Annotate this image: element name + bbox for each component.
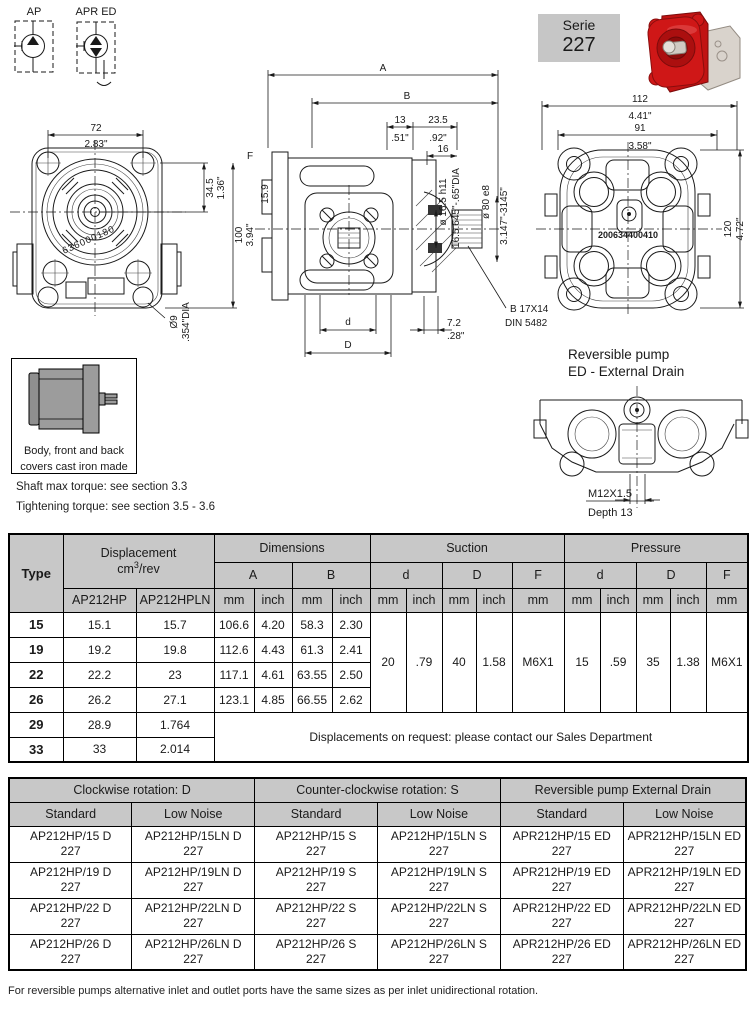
dim-15-9: 15.9: [260, 184, 271, 204]
header-unit: inch: [670, 588, 706, 612]
subheader-standard: Standard: [500, 802, 623, 826]
dim-72: 72: [90, 123, 102, 134]
specs-table: [8, 533, 749, 763]
dim-100-in: 3.94": [245, 223, 256, 247]
header-pressure-F: F: [706, 562, 748, 588]
model-cell: AP212HP/15LN D 227: [132, 826, 255, 862]
cell: 15.7: [136, 612, 214, 637]
cell-suction-F: M6X1: [512, 612, 564, 712]
dim-120-in: 4.72": [735, 217, 746, 241]
dim-91: 91: [634, 123, 646, 134]
subheader-standard: Standard: [255, 802, 378, 826]
dim-hole: Ø9: [169, 315, 180, 329]
cell-suction-D-mm: 40: [442, 612, 476, 712]
header-displacement-line1: Displacement: [100, 546, 177, 561]
dim-7-2-in: .28": [447, 331, 465, 342]
header-suction-D: D: [442, 562, 512, 588]
front-view-drawing: [5, 108, 255, 358]
dim-shaft: ø 16.5 h11: [438, 178, 449, 226]
dim-34-5-in: 1.36": [216, 176, 227, 200]
cell: 117.1: [214, 662, 254, 687]
header-A: A: [214, 562, 292, 588]
dim-91-in: 3.58": [628, 141, 652, 152]
cell: 112.6: [214, 637, 254, 662]
dim-72-in: 2.83": [84, 139, 108, 150]
model-cell: APR212HP/22 ED 227: [500, 898, 623, 934]
model-cell: AP212HP/15LN S 227: [377, 826, 500, 862]
model-cell: AP212HP/19 S 227: [255, 862, 378, 898]
cell: 66.55: [292, 687, 332, 712]
series-label: Serie: [562, 17, 596, 33]
header-dimensions: Dimensions: [214, 534, 370, 562]
model-cell: APR212HP/26LN ED 227: [623, 934, 746, 970]
reversible-title-line1: Reversible pump: [568, 347, 670, 362]
subheader-standard: Standard: [9, 802, 132, 826]
cell-type: 26: [9, 687, 63, 712]
model-cell: APR212HP/15LN ED 227: [623, 826, 746, 862]
pump-symbol-triangle: [27, 36, 39, 45]
cell: 106.6: [214, 612, 254, 637]
shaft-torque-note: Shaft max torque: see section 3.3: [16, 481, 188, 493]
dim-100: 100: [234, 226, 245, 244]
subheader-low-noise: Low Noise: [377, 802, 500, 826]
model-cell: APR212HP/22LN ED 227: [623, 898, 746, 934]
series-badge: [538, 14, 620, 62]
model-cell: AP212HP/15 D 227: [9, 826, 132, 862]
header-ap212hpln: AP212HPLN: [136, 588, 214, 612]
cell: 1.764: [136, 712, 214, 737]
model-cell: APR212HP/15 ED 227: [500, 826, 623, 862]
cell-pressure-F: M6X1: [706, 612, 748, 712]
cell: 123.1: [214, 687, 254, 712]
group-clockwise: Clockwise rotation: D: [9, 778, 255, 802]
header-suction-d: d: [370, 562, 442, 588]
drain-depth-label: Depth 13: [588, 507, 633, 519]
cell: 27.1: [136, 687, 214, 712]
drain-thread-label: M12X1.5: [588, 488, 633, 500]
header-unit: mm: [636, 588, 670, 612]
model-cell: AP212HP/22 S 227: [255, 898, 378, 934]
cell-suction-d-mm: 20: [370, 612, 406, 712]
dim-120: 120: [723, 220, 734, 238]
header-unit: inch: [254, 588, 292, 612]
cast-iron-caption-line2: covers cast iron made: [20, 461, 128, 473]
series-number: 227: [562, 34, 596, 56]
back-view-drawing: [528, 88, 755, 335]
dim-13-in: .51": [391, 133, 409, 144]
model-cell: AP212HP/19 D 227: [9, 862, 132, 898]
dim-F: F: [247, 151, 254, 162]
model-cell: APR212HP/19LN ED 227: [623, 862, 746, 898]
cell: 4.20: [254, 612, 292, 637]
model-cell: AP212HP/26LN D 227: [132, 934, 255, 970]
cell: 28.9: [63, 712, 136, 737]
model-cell: AP212HP/22 D 227: [9, 898, 132, 934]
dim-shaft-in: 16.5.645"-.65"DIA: [451, 168, 462, 248]
cell-suction-D-in: 1.58: [476, 612, 512, 712]
cell: 15.1: [63, 612, 136, 637]
header-displacement-unit: $cm^3$/rev: [117, 560, 160, 577]
dim-pilot: ø 80 e8: [481, 185, 492, 219]
header-pressure-d: d: [564, 562, 636, 588]
cell-pressure-d-in: .59: [600, 612, 636, 712]
front-part-number: 636000180: [60, 223, 117, 257]
dim-112: 112: [632, 94, 648, 105]
dim-13: 13: [394, 115, 406, 126]
header-unit: mm: [564, 588, 600, 612]
header-unit: inch: [476, 588, 512, 612]
model-cell: AP212HP/26 D 227: [9, 934, 132, 970]
model-cell: APR212HP/19 ED 227: [500, 862, 623, 898]
dim-23-5: 23.5: [428, 115, 448, 126]
tightening-torque-note: Tightening torque: see section 3.5 - 3.6: [16, 501, 216, 513]
header-pressure: Pressure: [564, 534, 748, 562]
dim-B: B: [403, 91, 411, 102]
dim-A: A: [379, 63, 387, 74]
cell-suction-d-in: .79: [406, 612, 442, 712]
ap-symbol-label: AP: [26, 6, 42, 18]
cell: 19.8: [136, 637, 214, 662]
cell: 2.30: [332, 612, 370, 637]
cell: 33: [63, 737, 136, 762]
cell-type: 29: [9, 712, 63, 737]
reversible-pumps-footnote: For reversible pumps alternative inlet and outlet ports have the same sizes as per inlet unidirectional rotation.: [8, 985, 539, 997]
displacements-note: Displacements on request: please contact our Sales Department: [214, 712, 748, 762]
dim-7-2: 7.2: [447, 318, 461, 329]
dim-23-5-in: .92": [429, 133, 447, 144]
cell: 19.2: [63, 637, 136, 662]
cast-iron-info-box: [11, 358, 137, 474]
cell-pressure-D-in: 1.38: [670, 612, 706, 712]
header-B: B: [292, 562, 370, 588]
dim-hole-in: .354"DIA: [181, 302, 192, 342]
dim-pilot-in: 3.147"-3145": [499, 187, 510, 245]
side-view-drawing: [240, 58, 570, 360]
cell: 23: [136, 662, 214, 687]
cell: 2.62: [332, 687, 370, 712]
cell: 26.2: [63, 687, 136, 712]
cell-pressure-D-mm: 35: [636, 612, 670, 712]
cell-type: 19: [9, 637, 63, 662]
dim-16: 16: [437, 144, 449, 155]
model-cell: APR212HP/26 ED 227: [500, 934, 623, 970]
header-unit: mm: [292, 588, 332, 612]
cell: 4.85: [254, 687, 292, 712]
header-unit: mm: [706, 588, 748, 612]
header-unit: inch: [406, 588, 442, 612]
hydraulic-symbols-drawing: [8, 2, 138, 94]
apr-ed-symbol-label: APR ED: [75, 6, 117, 18]
cell: 58.3: [292, 612, 332, 637]
dim-D: D: [344, 340, 352, 351]
reversible-title-line2: ED - External Drain: [568, 364, 685, 379]
dim-d: d: [345, 317, 351, 328]
cell-type: 33: [9, 737, 63, 762]
group-reversible: Reversible pump External Drain: [500, 778, 746, 802]
spline-label-2: DIN 5482: [505, 318, 548, 329]
model-cell: AP212HP/22LN S 227: [377, 898, 500, 934]
header-suction-F: F: [512, 562, 564, 588]
header-unit: inch: [600, 588, 636, 612]
model-cell: AP212HP/26 S 227: [255, 934, 378, 970]
model-cell: AP212HP/19LN D 227: [132, 862, 255, 898]
pump-photo: [622, 4, 752, 99]
cell-pressure-d-mm: 15: [564, 612, 600, 712]
header-displacement: [63, 534, 214, 588]
back-part-number: 200634400410: [597, 230, 659, 240]
group-counter-clockwise: Counter-clockwise rotation: S: [255, 778, 501, 802]
model-cell: AP212HP/26LN S 227: [377, 934, 500, 970]
subheader-low-noise: Low Noise: [623, 802, 746, 826]
dim-34-5: 34.5: [205, 178, 216, 198]
cast-iron-caption-line1: Body, front and back: [23, 445, 125, 457]
header-type: Type: [9, 534, 63, 612]
header-suction: Suction: [370, 534, 564, 562]
model-cell: AP212HP/22LN D 227: [132, 898, 255, 934]
model-cell: AP212HP/15 S 227: [255, 826, 378, 862]
cell: 2.50: [332, 662, 370, 687]
spline-label-1: B 17X14: [510, 304, 549, 315]
cell-type: 22: [9, 662, 63, 687]
header-ap212hp: AP212HP: [63, 588, 136, 612]
cell: 4.43: [254, 637, 292, 662]
cell-type: 15: [9, 612, 63, 637]
cell: 2.014: [136, 737, 214, 762]
cell: 4.61: [254, 662, 292, 687]
reversible-pump-title: [568, 346, 684, 380]
header-unit: mm: [370, 588, 406, 612]
header-unit: mm: [512, 588, 564, 612]
cell: 2.41: [332, 637, 370, 662]
reversible-pump-drawing: [528, 382, 753, 520]
header-unit: inch: [332, 588, 370, 612]
subheader-low-noise: Low Noise: [132, 802, 255, 826]
cell: 22.2: [63, 662, 136, 687]
dim-112-in: 4.41": [628, 111, 652, 122]
header-pressure-D: D: [636, 562, 706, 588]
cell: 63.55: [292, 662, 332, 687]
header-unit: mm: [442, 588, 476, 612]
ordering-codes-table: [8, 777, 747, 971]
header-unit: mm: [214, 588, 254, 612]
cell: 61.3: [292, 637, 332, 662]
motor-body-icon: [13, 359, 135, 437]
model-cell: AP212HP/19LN S 227: [377, 862, 500, 898]
